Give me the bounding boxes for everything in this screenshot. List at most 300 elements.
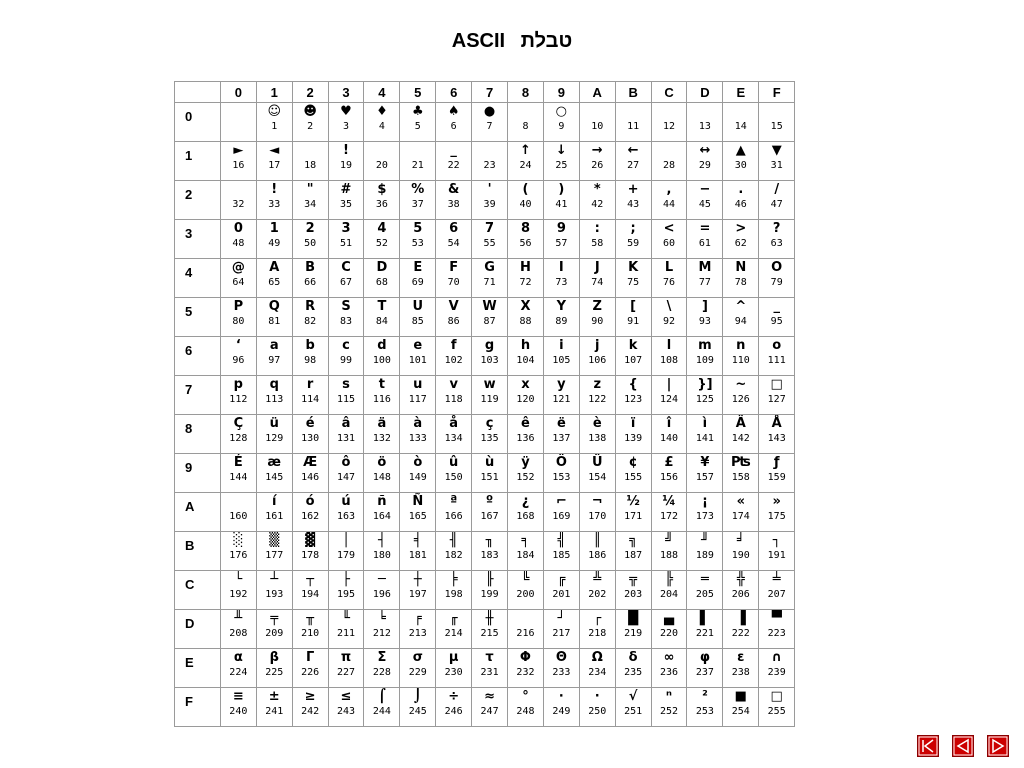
ascii-glyph	[221, 181, 256, 199]
ascii-cell	[723, 649, 759, 688]
ascii-code: 231	[480, 667, 499, 678]
row-header: 2	[175, 181, 221, 220]
ascii-glyph: ☻	[303, 104, 317, 119]
ascii-code: 155	[624, 472, 643, 483]
ascii-glyph: W	[482, 299, 497, 314]
ascii-glyph: :	[594, 221, 600, 236]
ascii-glyph: û	[449, 455, 459, 470]
ascii-cell	[579, 103, 615, 142]
ascii-code: 14	[734, 121, 747, 132]
ascii-glyph: D	[376, 260, 388, 275]
previous-slide-icon	[953, 736, 973, 756]
table-row	[175, 376, 795, 415]
next-slide-button[interactable]	[987, 735, 1009, 757]
ascii-glyph: ₧	[730, 455, 751, 470]
ascii-cell	[759, 649, 795, 688]
ascii-glyph: 0	[233, 221, 243, 236]
table-row	[175, 649, 795, 688]
ascii-code: 147	[336, 472, 356, 483]
ascii-cell	[400, 259, 436, 298]
ascii-cell	[400, 376, 436, 415]
ascii-glyph: Æ	[303, 455, 318, 470]
ascii-cell	[256, 688, 292, 727]
ascii-cell	[328, 571, 364, 610]
ascii-glyph: Y	[556, 299, 567, 314]
ascii-cell	[328, 259, 364, 298]
ascii-glyph: X	[520, 299, 531, 314]
ascii-cell	[543, 688, 579, 727]
ascii-glyph: V	[448, 299, 459, 314]
ascii-glyph: ú	[341, 494, 351, 509]
ascii-glyph	[221, 103, 256, 121]
ascii-code: 197	[408, 589, 427, 600]
ascii-code: 168	[516, 511, 535, 522]
ascii-cell	[220, 610, 256, 649]
ascii-cell	[543, 220, 579, 259]
table-row	[175, 298, 795, 337]
ascii-cell	[723, 454, 759, 493]
ascii-cell	[436, 376, 472, 415]
row-header: 8	[175, 415, 221, 454]
ascii-glyph: ü	[269, 416, 279, 431]
ascii-glyph: w	[483, 377, 496, 392]
column-header: F	[759, 82, 795, 103]
ascii-cell	[615, 454, 651, 493]
ascii-cell	[292, 493, 328, 532]
ascii-code: 253	[695, 706, 714, 717]
ascii-code: 65	[268, 277, 281, 288]
ascii-code: 120	[516, 394, 535, 405]
row-header: 5	[175, 298, 221, 337]
ascii-cell	[328, 532, 364, 571]
ascii-glyph: 7	[485, 221, 495, 236]
ascii-code: 229	[408, 667, 427, 678]
ascii-cell	[579, 532, 615, 571]
ascii-code: 25	[555, 160, 568, 171]
ascii-cell	[651, 688, 687, 727]
ascii-cell	[508, 181, 544, 220]
ascii-cell	[400, 103, 436, 142]
ascii-glyph: !	[271, 182, 278, 197]
ascii-glyph: |	[666, 377, 672, 392]
ascii-glyph: '	[487, 182, 492, 197]
ascii-glyph	[293, 142, 328, 160]
ascii-cell	[220, 181, 256, 220]
ascii-code: 130	[301, 433, 320, 444]
ascii-code: 203	[624, 589, 643, 600]
ascii-code: 104	[516, 355, 535, 366]
ascii-glyph: @	[231, 260, 245, 275]
ascii-code: 82	[304, 316, 317, 327]
ascii-code: 15	[770, 121, 783, 132]
column-header: B	[615, 82, 651, 103]
ascii-glyph: £	[664, 455, 674, 470]
ascii-glyph: ░	[233, 533, 244, 548]
ascii-cell	[687, 454, 723, 493]
ascii-glyph: É	[233, 455, 243, 470]
ascii-glyph: ┘	[557, 611, 566, 626]
ascii-glyph: T	[377, 299, 387, 314]
row-header: 1	[175, 142, 221, 181]
ascii-glyph: Ü	[591, 455, 603, 470]
ascii-cell	[615, 649, 651, 688]
ascii-code: 87	[483, 316, 496, 327]
ascii-code: 122	[588, 394, 607, 405]
ascii-glyph: æ	[267, 455, 282, 470]
ascii-glyph: $	[377, 182, 387, 197]
ascii-code: 233	[552, 667, 571, 678]
ascii-cell	[759, 181, 795, 220]
ascii-glyph	[580, 103, 615, 121]
row-header: F	[175, 688, 221, 727]
ascii-glyph: ▄	[664, 611, 675, 626]
ascii-glyph: ¢	[628, 455, 638, 470]
table-row	[175, 532, 795, 571]
ascii-code: 50	[304, 238, 317, 249]
ascii-cell	[579, 181, 615, 220]
ascii-cell	[436, 337, 472, 376]
title-hebrew: טבלת	[520, 30, 573, 52]
ascii-cell	[723, 532, 759, 571]
ascii-glyph: è	[592, 416, 602, 431]
ascii-glyph: l	[666, 338, 672, 353]
ascii-table	[174, 81, 795, 727]
ascii-cell	[436, 688, 472, 727]
ascii-code: 73	[555, 277, 568, 288]
ascii-glyph: ╝	[665, 533, 673, 548]
ascii-cell	[292, 103, 328, 142]
ascii-code: 53	[411, 238, 424, 249]
ascii-code: 69	[411, 277, 424, 288]
ascii-code: 255	[767, 706, 786, 717]
ascii-code: 163	[336, 511, 356, 522]
ascii-code: 181	[408, 550, 427, 561]
previous-slide-button[interactable]	[952, 735, 974, 757]
ascii-glyph: R	[305, 299, 316, 314]
row-header: B	[175, 532, 221, 571]
ascii-code: 110	[731, 355, 750, 366]
ascii-glyph: ï	[630, 416, 636, 431]
ascii-cell	[256, 376, 292, 415]
ascii-glyph: x	[521, 377, 530, 392]
ascii-cell	[292, 259, 328, 298]
ascii-cell	[472, 454, 508, 493]
ascii-cell	[579, 376, 615, 415]
ascii-cell	[400, 610, 436, 649]
ascii-glyph: δ	[628, 650, 638, 665]
ascii-code: 234	[588, 667, 607, 678]
ascii-code: 102	[444, 355, 463, 366]
ascii-glyph: ,	[666, 182, 672, 197]
ascii-code: 189	[695, 550, 714, 561]
ascii-cell	[579, 571, 615, 610]
ascii-glyph: {	[628, 377, 638, 392]
ascii-cell	[579, 259, 615, 298]
first-slide-button[interactable]	[917, 735, 939, 757]
ascii-code: 40	[519, 199, 532, 210]
ascii-cell	[436, 142, 472, 181]
ascii-code: 52	[375, 238, 388, 249]
ascii-code: 37	[411, 199, 424, 210]
ascii-code: 142	[731, 433, 750, 444]
ascii-code: 161	[265, 511, 284, 522]
ascii-code: 185	[552, 550, 571, 561]
ascii-cell	[256, 259, 292, 298]
ascii-cell	[436, 103, 472, 142]
ascii-cell	[508, 220, 544, 259]
ascii-cell	[543, 298, 579, 337]
ascii-cell	[256, 220, 292, 259]
column-header: 0	[220, 82, 256, 103]
ascii-glyph: σ	[412, 650, 423, 665]
ascii-code: 239	[767, 667, 786, 678]
ascii-glyph: ~	[735, 377, 747, 392]
ascii-cell	[220, 103, 256, 142]
ascii-glyph: +	[627, 182, 639, 197]
ascii-cell	[508, 337, 544, 376]
ascii-code: 222	[731, 628, 750, 639]
ascii-cell	[436, 610, 472, 649]
ascii-code: 16	[232, 160, 245, 171]
ascii-glyph	[221, 493, 256, 511]
ascii-code: 76	[663, 277, 676, 288]
ascii-cell	[508, 259, 544, 298]
ascii-glyph: ]	[701, 299, 708, 314]
ascii-glyph	[652, 103, 687, 121]
ascii-code: 20	[375, 160, 388, 171]
ascii-glyph: o	[772, 338, 782, 353]
ascii-cell	[508, 103, 544, 142]
ascii-glyph: u	[413, 377, 423, 392]
ascii-cell	[400, 493, 436, 532]
ascii-glyph: y	[557, 377, 566, 392]
ascii-cell	[292, 688, 328, 727]
ascii-glyph: _	[450, 143, 457, 158]
ascii-cell	[328, 103, 364, 142]
column-header: 8	[508, 82, 544, 103]
ascii-glyph: <	[663, 221, 675, 236]
ascii-code: 232	[516, 667, 535, 678]
ascii-glyph: C	[341, 260, 351, 275]
ascii-cell	[615, 571, 651, 610]
ascii-code: 172	[659, 511, 679, 522]
ascii-code: 81	[268, 316, 281, 327]
ascii-glyph: ┐	[772, 533, 781, 548]
table-row	[175, 337, 795, 376]
ascii-code: 212	[372, 628, 391, 639]
title-latin: ASCII	[451, 30, 506, 52]
ascii-glyph: Φ	[519, 650, 531, 665]
ascii-code: 247	[480, 706, 499, 717]
ascii-cell	[651, 376, 687, 415]
ascii-glyph: └	[234, 572, 243, 587]
ascii-glyph: k	[628, 338, 638, 353]
ascii-glyph: ½	[626, 494, 640, 509]
ascii-cell	[759, 493, 795, 532]
ascii-cell	[579, 454, 615, 493]
ascii-glyph: µ	[448, 650, 459, 665]
ascii-cell	[615, 688, 651, 727]
column-header: 3	[328, 82, 364, 103]
ascii-cell	[759, 103, 795, 142]
ascii-cell	[364, 220, 400, 259]
ascii-cell	[400, 571, 436, 610]
ascii-cell	[220, 571, 256, 610]
ascii-cell	[328, 649, 364, 688]
ascii-code: 210	[301, 628, 320, 639]
ascii-cell	[508, 298, 544, 337]
ascii-code: 211	[336, 628, 356, 639]
ascii-cell	[615, 610, 651, 649]
ascii-cell	[364, 337, 400, 376]
ascii-cell	[723, 376, 759, 415]
ascii-cell	[543, 103, 579, 142]
ascii-cell	[472, 493, 508, 532]
ascii-code: 194	[301, 589, 320, 600]
ascii-code: 54	[447, 238, 460, 249]
ascii-glyph: ⁿ	[666, 689, 672, 704]
ascii-cell	[687, 220, 723, 259]
ascii-code: 119	[480, 394, 499, 405]
ascii-glyph: ±	[268, 689, 280, 704]
ascii-code: 2	[307, 121, 314, 132]
ascii-code: 32	[232, 199, 245, 210]
ascii-code: 145	[265, 472, 284, 483]
ascii-code: 123	[624, 394, 643, 405]
ascii-code: 177	[265, 550, 284, 561]
ascii-cell	[579, 415, 615, 454]
ascii-glyph: ╞	[449, 572, 458, 587]
ascii-code: 112	[229, 394, 248, 405]
ascii-code: 215	[480, 628, 499, 639]
ascii-code: 22	[447, 160, 460, 171]
ascii-glyph: ╦	[629, 572, 638, 587]
ascii-code: 27	[627, 160, 640, 171]
ascii-glyph: ╡	[413, 533, 422, 548]
ascii-glyph: &	[448, 182, 460, 197]
ascii-cell	[292, 376, 328, 415]
ascii-code: 225	[265, 667, 284, 678]
ascii-glyph: ○	[555, 104, 568, 119]
ascii-cell	[723, 571, 759, 610]
ascii-glyph: ‘	[235, 338, 241, 353]
ascii-cell	[651, 298, 687, 337]
ascii-cell	[328, 493, 364, 532]
ascii-glyph: [	[630, 299, 637, 314]
ascii-cell	[400, 181, 436, 220]
ascii-glyph	[364, 142, 399, 160]
ascii-glyph: Ç	[233, 416, 244, 431]
ascii-code: 41	[555, 199, 568, 210]
ascii-cell	[687, 181, 723, 220]
ascii-glyph: 2	[305, 221, 315, 236]
ascii-code: 125	[695, 394, 714, 405]
ascii-glyph: ╟	[485, 572, 494, 587]
ascii-cell	[220, 415, 256, 454]
ascii-code: 150	[444, 472, 463, 483]
ascii-cell	[759, 298, 795, 337]
ascii-glyph	[759, 103, 794, 121]
ascii-cell	[651, 454, 687, 493]
ascii-cell	[723, 298, 759, 337]
ascii-cell	[651, 181, 687, 220]
ascii-code: 136	[516, 433, 535, 444]
row-header: 7	[175, 376, 221, 415]
ascii-glyph: I	[558, 260, 564, 275]
ascii-cell	[400, 532, 436, 571]
ascii-glyph: ≈	[484, 689, 496, 704]
ascii-cell	[292, 298, 328, 337]
ascii-cell	[508, 454, 544, 493]
ascii-cell	[759, 454, 795, 493]
ascii-code: 17	[268, 160, 281, 171]
table-row	[175, 493, 795, 532]
ascii-cell	[687, 571, 723, 610]
ascii-code: 24	[519, 160, 532, 171]
ascii-cell	[759, 376, 795, 415]
ascii-glyph: ö	[377, 455, 387, 470]
ascii-cell	[364, 493, 400, 532]
ascii-glyph: !	[343, 143, 349, 158]
ascii-glyph: Å	[771, 416, 782, 431]
ascii-code: 138	[588, 433, 607, 444]
ascii-glyph: ¼	[662, 494, 676, 509]
ascii-code: 63	[770, 238, 783, 249]
ascii-glyph: ·	[594, 689, 600, 704]
ascii-cell	[328, 610, 364, 649]
ascii-code: 238	[731, 667, 750, 678]
ascii-code: 103	[480, 355, 499, 366]
ascii-cell	[364, 454, 400, 493]
ascii-code: 248	[516, 706, 535, 717]
ascii-cell	[472, 415, 508, 454]
ascii-glyph: ÿ	[521, 455, 530, 470]
ascii-code: 118	[444, 394, 463, 405]
ascii-glyph: ╙	[342, 611, 350, 626]
ascii-code: 8	[522, 121, 529, 132]
ascii-cell	[292, 454, 328, 493]
ascii-cell	[615, 376, 651, 415]
ascii-cell	[256, 571, 292, 610]
ascii-cell	[651, 142, 687, 181]
row-header: 6	[175, 337, 221, 376]
ascii-code: 58	[591, 238, 604, 249]
ascii-code: 173	[695, 511, 714, 522]
ascii-cell	[615, 532, 651, 571]
ascii-code: 220	[659, 628, 679, 639]
ascii-code: 3	[342, 121, 350, 132]
ascii-glyph: f	[450, 338, 457, 353]
ascii-cell	[472, 376, 508, 415]
ascii-glyph: 1	[269, 221, 279, 236]
ascii-code: 60	[663, 238, 676, 249]
ascii-cell	[436, 298, 472, 337]
ascii-cell	[543, 181, 579, 220]
ascii-code: 84	[375, 316, 388, 327]
ascii-glyph: 6	[449, 221, 459, 236]
ascii-code: 12	[663, 121, 676, 132]
ascii-glyph: Θ	[555, 650, 567, 665]
ascii-code: 43	[627, 199, 640, 210]
ascii-code: 28	[663, 160, 676, 171]
ascii-code: 224	[229, 667, 248, 678]
ascii-code: 242	[301, 706, 320, 717]
ascii-code: 134	[444, 433, 463, 444]
ascii-glyph: ▐	[735, 611, 746, 626]
row-header: 3	[175, 220, 221, 259]
ascii-code: 109	[695, 355, 714, 366]
table-row	[175, 610, 795, 649]
